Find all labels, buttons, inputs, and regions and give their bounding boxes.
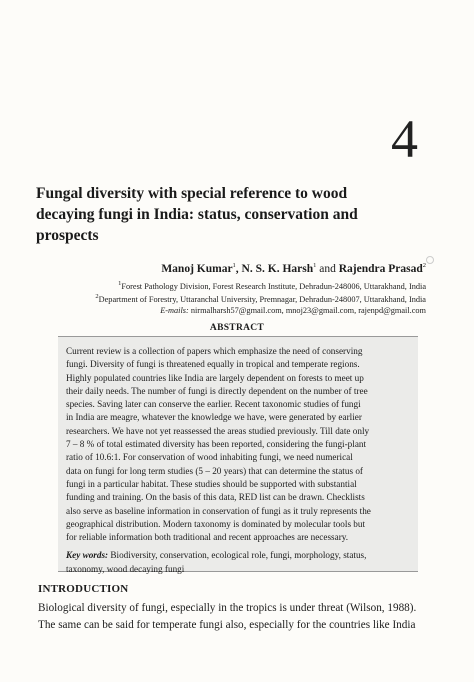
email-label: E-mails: [160,305,189,315]
keywords-line [66,549,410,562]
keywords-label: Key words: [66,550,109,561]
body-line: The same can be said for temperate fungi also, especially for the countries like India [38,619,416,631]
author-name: Manoj Kumar [161,262,233,275]
affiliation-2: $^2$Department of Forestry, Uttaranchal University, Premnagar, Dehradun-248007, Uttarakhand, India [95,293,426,305]
email-list: nirmalharsh57@gmail.com, mnoj23@gmail.com, rajenpd@gmail.com [188,305,426,315]
abstract-line: researchers. We have not yet reassessed the areas studied previously. Till date only [66,425,370,436]
section-heading-introduction: INTRODUCTION [38,583,129,595]
abstract-line: species. Saving later can conserve the earlier. Recent taxonomic studies of fungi [66,399,361,410]
author-separator: , [235,262,242,275]
abstract-line: ratio of 10.6:1. For conservation of wood inhabiting fungi, we need numerical [66,452,353,463]
author-affil-sup: 1 [232,262,236,269]
abstract-line: fungi in a particular habitat. These studies should be supported with substantial [66,478,357,489]
abstract-line: for reliable information both traditional and recent approaches are necessary. [66,532,349,543]
title-line: prospects [36,227,99,244]
author-affil-sup: 2 [422,262,426,269]
abstract-box [58,336,418,572]
abstract-line: their daily needs. The number of fungi is directly dependent on the number of tree [66,385,368,396]
abstract-heading: ABSTRACT [209,323,265,333]
abstract-line: Highly populated countries like India are largely dependent on forests to meet up [66,372,364,383]
author-emails [95,306,426,317]
author-name: Rajendra Prasad [338,262,423,275]
abstract-line: data on fungi for long term studies (5 – 20 years) that can determine the status of [66,465,363,476]
abstract-line: Current review is a collection of papers which emphasize the need of conserving [66,346,363,356]
abstract-line: also serve as baseline information in conservation of fungi as it truly represents the [66,505,371,516]
abstract-line: geographical distribution. Modern taxonomy is dominated by molecular tools but [66,518,366,529]
abstract-line: funding and training. On the basis of this data, RED list can be drawn. Checklists [66,492,365,503]
abstract-line: in India are meagre, whatever the knowledge we have, were generated by earlier [66,412,362,423]
abstract-text [66,345,410,576]
paper-title [36,183,436,246]
introduction-text [38,600,438,634]
title-line: Fungal diversity with special reference to wood [36,185,348,202]
abstract-line: fungi. Diversity of fungi is threatened equally in tropical and temperate regions. [66,359,360,370]
chapter-number: 4 [391,109,418,169]
body-line: Biological diversity of fungi, especially in the tropics is under threat (Wilson, 1988). [38,602,417,614]
author-affil-sup: 1 [313,262,317,269]
author-conjunction: and [316,262,339,275]
author-name: N. S. K. Harsh [241,262,314,275]
author-list [161,262,426,275]
decorative-circle-icon [426,256,434,264]
affiliation-1: $^1$Forest Pathology Division, Forest Research Institute, Dehradun-248006, Uttarakhand, India [118,280,426,291]
title-line: decaying fungi in India: status, conservation and [36,206,358,223]
abstract-line: 7 – 8 % of total estimated diversity has been reported, considering the fungi-plant [66,439,367,450]
keywords-line: taxonomy, wood decaying fungi [66,563,185,574]
affiliations [95,279,426,316]
keywords-text: Biodiversity, conservation, ecological role, fungi, morphology, status, [108,550,367,561]
